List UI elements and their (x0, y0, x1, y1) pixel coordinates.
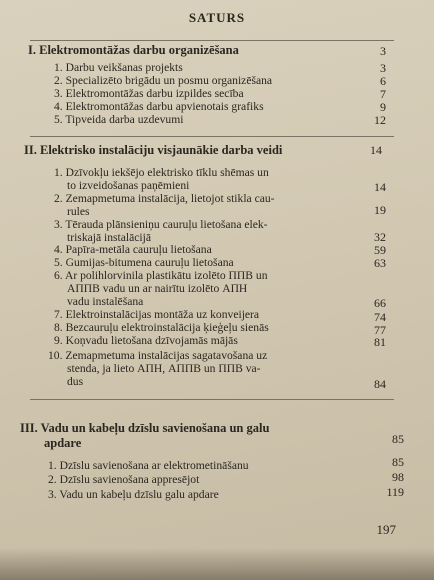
toc-item: 4. Papīra-metāla cauruļu lietošana (54, 243, 212, 256)
section-page: 14 (370, 143, 382, 157)
toc-item: rules (67, 205, 90, 218)
toc-page: 59 (374, 243, 386, 257)
toc-page: 12 (374, 113, 386, 127)
section-heading: I. Elektromontāžas darbu organizēšana (28, 43, 239, 57)
toc-item: 6. Ar polihlorvinila plastikātu izolēto ППВ un (54, 269, 268, 282)
toc-item: 9. Koņvadu lietošana dzīvojamās mājās (54, 334, 238, 347)
toc-page: 9 (380, 100, 386, 114)
divider (30, 136, 394, 137)
page-title: SATURS (188, 10, 246, 25)
toc-item: 1. Darbu veikšanas projekts (54, 61, 183, 74)
divider (30, 399, 394, 400)
toc-item: 1. Dzīvokļu iekšējo elektrisko tīklu shēmas un (54, 166, 269, 179)
toc-page: 7 (380, 87, 386, 101)
toc-item: 3. Tērauda plānsieniņu cauruļu lietošana elek- (54, 218, 268, 231)
toc-item: to izveidošanas paņēmieni (67, 179, 190, 192)
section-page: 3 (380, 44, 386, 58)
toc-item: 10. Zemapmetuma instalācijas sagatavošana uz (48, 349, 268, 362)
bottom-shadow (0, 548, 434, 580)
toc-item: 5. Gumijas-bitumena cauruļu lietošana (54, 256, 234, 269)
toc-page: 14 (374, 180, 386, 194)
page-number: 197 (376, 522, 396, 537)
toc-item: 3. Vadu un kabeļu dzīslu galu apdare (48, 488, 219, 501)
toc-page: 77 (374, 323, 386, 337)
toc-item: 3. Elektromontāžas darbu izpildes secība (54, 87, 244, 100)
toc-page: 32 (374, 230, 386, 244)
toc-item: 2. Zemapmetuma instalācija, lietojot stikla cau- (54, 192, 275, 205)
toc-item: 1. Dzīslu savienošana ar elektrometināšanu (48, 459, 249, 472)
toc-page: 119 (386, 485, 404, 499)
toc-item: 8. Bezcauruļu elektroinstalācija ķieģeļu sienās (54, 321, 269, 334)
toc-page: 66 (374, 296, 386, 310)
toc-page: 3 (380, 61, 386, 75)
toc-page: 74 (374, 310, 386, 324)
toc-page: 84 (374, 377, 386, 391)
section-page: 85 (392, 432, 404, 446)
toc-page: 98 (392, 470, 404, 484)
divider (30, 40, 394, 41)
section-heading: II. Elektrisko instalāciju visjaunākie darba veidi (24, 143, 283, 157)
toc-page: 6 (380, 74, 386, 88)
toc-item: vadu instalēšana (67, 295, 144, 308)
toc-item: triskajā instalācijā (67, 231, 152, 244)
toc-item: stenda, ja lieto АПН, АППВ un ППВ va- (67, 362, 261, 375)
toc-item: 2. Dzīslu savienošana appresējot (48, 473, 200, 486)
toc-page: 19 (374, 203, 386, 217)
toc-item: 5. Tipveida darba uzdevumi (54, 113, 184, 126)
toc-page: 81 (374, 335, 386, 349)
toc-item: АППВ vadu un ar nairītu izolēto АПН (67, 282, 248, 295)
toc-page: 63 (374, 256, 386, 270)
section-heading: III. Vadu un kabeļu dzīslu savienošana un galu (20, 421, 270, 435)
toc-item: 2. Specializēto brigādu un posmu organizēšana (54, 74, 273, 87)
toc-item: 4. Elektromontāžas darbu apvienotais grafiks (54, 100, 264, 113)
toc-page: 85 (392, 455, 404, 469)
toc-item: dus (67, 375, 84, 388)
section-heading: apdare (44, 436, 82, 450)
toc-item: 7. Elektroinstalācijas montāža uz konveijera (54, 308, 260, 321)
